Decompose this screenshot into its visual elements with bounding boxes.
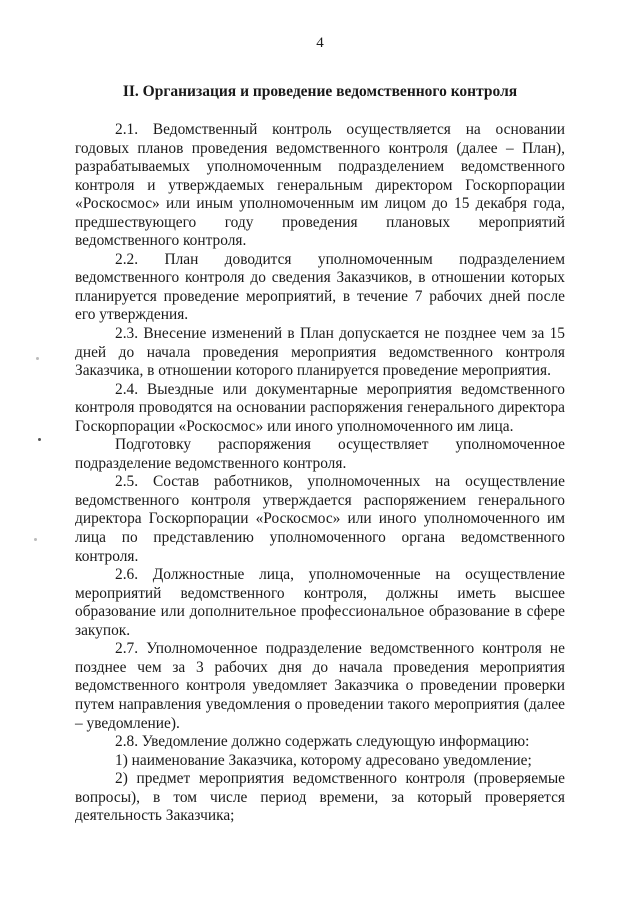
paragraph-2-3: 2.3. Внесение изменений в План допускается не позднее чем за 15 дней до начала проведения мероприятия ведомственного контроля Заказчика, в отношении которого планируется проведение мероприятия. (75, 325, 565, 380)
scan-speck-mark (38, 438, 41, 441)
section-title: II. Организация и проведение ведомственного контроля (122, 83, 518, 100)
list-item-2: 2) предмет мероприятия ведомственного контроля (проверяемые вопросы), в том числе период времени, за который проверяется деятельность Заказчика; (75, 770, 565, 825)
paragraph-2-1: 2.1. Ведомственный контроль осуществляется на основании годовых планов проведения ведомственного контроля (далее – План), разрабатываемых уполномоченным подразделением ведомственного контроля и утверждаемых генеральным директором Госкорпорации «Роскосмос» или иным уполномоченным им лицом до 15 декабря года, предшествующего году проведения плановых мероприятий ведомственного контроля. (75, 121, 565, 250)
paragraph-2-6: 2.6. Должностные лица, уполномоченные на осуществление мероприятий ведомственного контроля, должны иметь высшее образование или дополнительное профессиональное образование в сфере закупок. (75, 566, 565, 639)
paragraph-2-4: 2.4. Выездные или документарные мероприятия ведомственного контроля проводятся на основании распоряжения генерального директора Госкорпорации «Роскосмос» или иного уполномоченного им лица. (75, 380, 565, 435)
document-body (75, 121, 565, 826)
paragraph-2-4-continuation: Подготовку распоряжения осуществляет уполномоченное подразделение ведомственного контроля. (75, 436, 565, 472)
list-item-1: 1) наименование Заказчика, которому адресовано уведомление; (115, 751, 532, 769)
paragraph-2-8: 2.8. Уведомление должно содержать следующую информацию: (115, 733, 530, 751)
paragraph-2-7: 2.7. Уполномоченное подразделение ведомственного контроля не позднее чем за 3 рабочих дня до начала проведения мероприятия ведомственного контроля уведомляет Заказчика о проведении проверки путем направления уведомления о проведении такого мероприятия (далее – уведомление). (75, 640, 565, 732)
page-number: 4 (316, 35, 324, 51)
paragraph-2-5: 2.5. Состав работников, уполномоченных на осуществление ведомственного контроля утверждается распоряжением генерального директора Госкорпорации «Роскосмос» или иного уполномоченного им лица по представлению уполномоченного органа ведомственного контроля. (75, 473, 565, 565)
paragraph-2-2: 2.2. План доводится уполномоченным подразделением ведомственного контроля до сведения Заказчиков, в отношении которых планируется проведение мероприятий, в течение 7 рабочих дней после его утверждения. (75, 250, 565, 324)
scan-speck-mark (34, 538, 37, 541)
scan-speck-mark (36, 357, 39, 360)
